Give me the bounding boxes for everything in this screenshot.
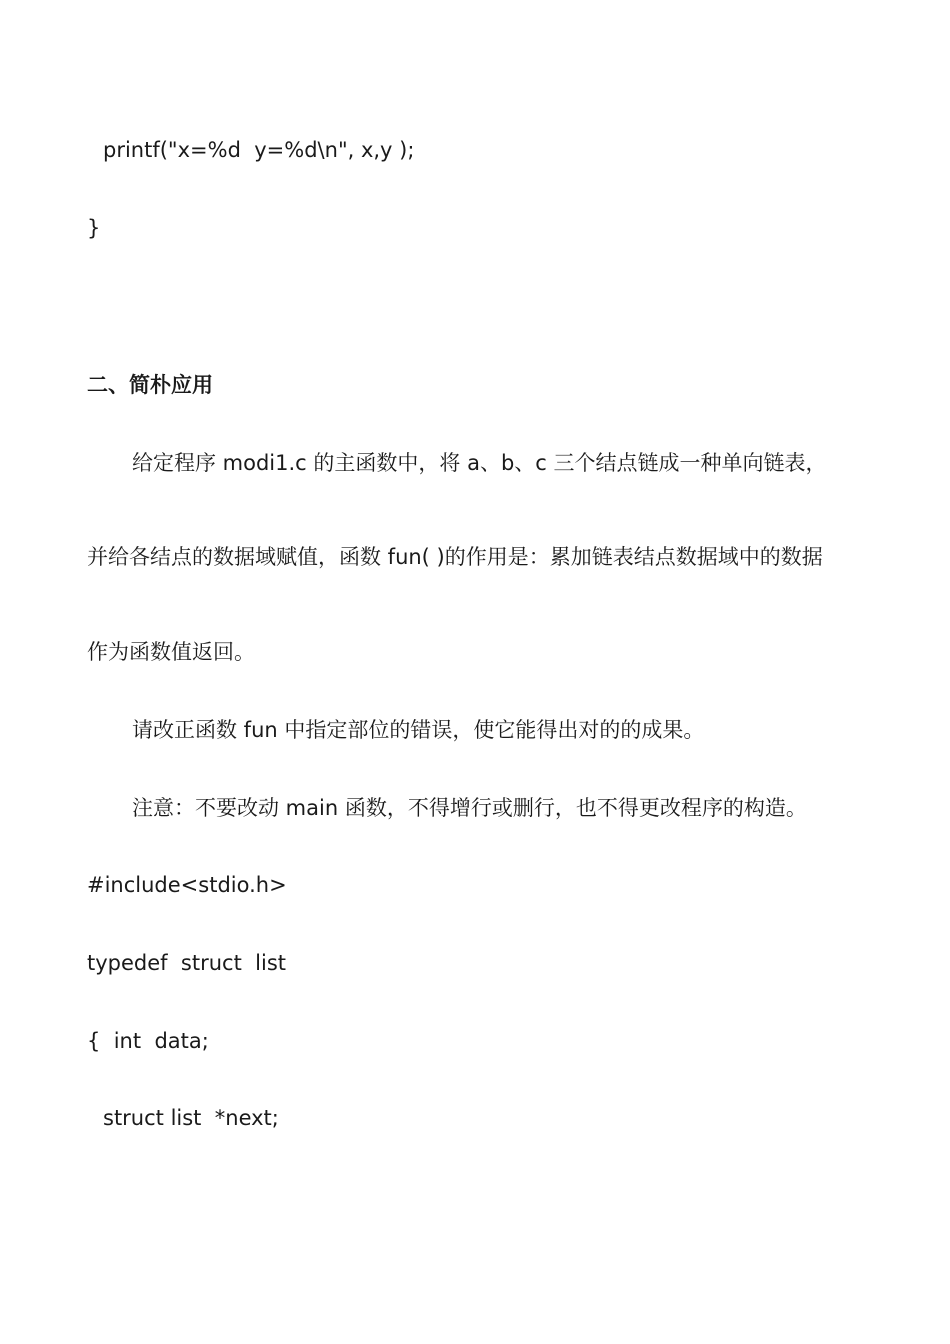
- code-include: #include<stdio.h>: [87, 873, 287, 897]
- code-int-data: { int data;: [87, 1029, 209, 1053]
- code-closing-brace: }: [87, 216, 101, 240]
- section-heading: 二、简朴应用: [87, 373, 213, 397]
- paragraph-3: 注意：不要改动 main 函数，不得增行或删行，也不得更改程序的构造。: [132, 796, 807, 820]
- code-struct-next: struct list *next;: [103, 1106, 279, 1130]
- paragraph-1-line-2: 并给各结点的数据域赋值，函数 fun( )的作用是：累加链表结点数据域中的数据: [87, 545, 823, 569]
- paragraph-2: 请改正函数 fun 中指定部位的错误，使它能得出对的的成果。: [132, 718, 705, 742]
- paragraph-1-line-3: 作为函数值返回。: [87, 640, 255, 664]
- code-typedef: typedef struct list: [87, 951, 286, 975]
- code-printf-line: printf("x=%d y=%d\n", x,y );: [103, 138, 415, 162]
- paragraph-1-line-1: 给定程序 modi1.c 的主函数中，将 a、b、c 三个结点链成一种单向链表，: [132, 451, 827, 475]
